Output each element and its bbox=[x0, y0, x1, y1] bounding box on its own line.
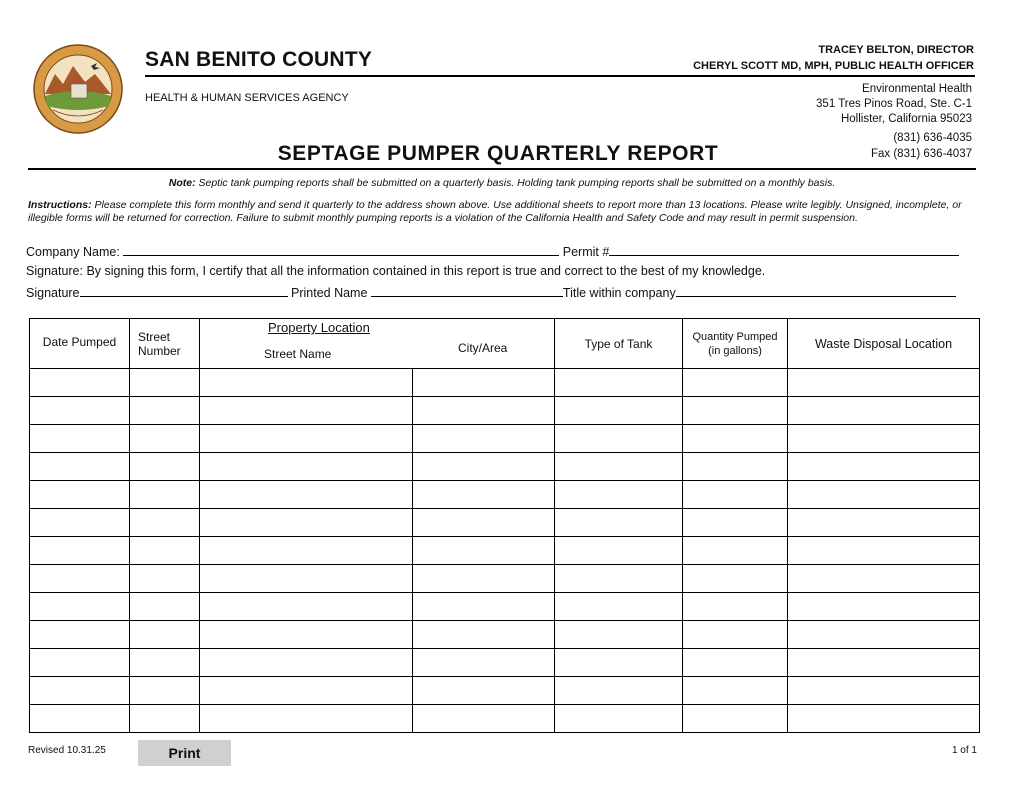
quantity-pumped-cell[interactable] bbox=[683, 397, 788, 425]
report-title: SEPTAGE PUMPER QUARTERLY REPORT bbox=[277, 142, 719, 165]
table-header-row bbox=[30, 319, 980, 369]
certification-statement: Signature: By signing this form, I certify that all the information contained in this report is true and correct to the best of my knowledge. bbox=[26, 264, 766, 278]
type-of-tank-cell[interactable] bbox=[555, 677, 683, 705]
city-area-cell[interactable] bbox=[413, 593, 555, 621]
date-pumped-cell[interactable] bbox=[30, 537, 130, 565]
street-number-cell[interactable] bbox=[130, 425, 200, 453]
date-pumped-cell[interactable] bbox=[30, 705, 130, 733]
date-pumped-header: Date Pumped bbox=[30, 319, 130, 369]
printed-name-label: Printed Name bbox=[291, 286, 368, 300]
street-name-cell[interactable] bbox=[200, 705, 413, 733]
city-area-cell[interactable] bbox=[413, 621, 555, 649]
street-number-cell[interactable] bbox=[130, 537, 200, 565]
street-number-cell[interactable] bbox=[130, 621, 200, 649]
type-of-tank-cell[interactable] bbox=[555, 705, 683, 733]
street-name-cell[interactable] bbox=[200, 369, 413, 397]
table-row bbox=[30, 509, 980, 537]
company-name-field[interactable] bbox=[123, 244, 559, 256]
department-name: Environmental Health bbox=[862, 83, 972, 95]
waste-disposal-cell[interactable] bbox=[788, 705, 980, 733]
date-pumped-cell[interactable] bbox=[30, 509, 130, 537]
street-name-cell[interactable] bbox=[200, 649, 413, 677]
street-name-cell[interactable] bbox=[200, 509, 413, 537]
quantity-pumped-cell[interactable] bbox=[683, 705, 788, 733]
instructions-text bbox=[28, 199, 978, 224]
street-name-cell[interactable] bbox=[200, 397, 413, 425]
street-number-cell[interactable] bbox=[130, 677, 200, 705]
instructions-label: Instructions: bbox=[28, 199, 92, 211]
waste-disposal-cell[interactable] bbox=[788, 593, 980, 621]
city-address: Hollister, California 95023 bbox=[840, 113, 972, 125]
city-area-cell[interactable] bbox=[413, 565, 555, 593]
type-of-tank-cell[interactable] bbox=[555, 649, 683, 677]
signature-label: Signature bbox=[26, 286, 80, 300]
street-number-cell[interactable] bbox=[130, 453, 200, 481]
table-row bbox=[30, 453, 980, 481]
street-name-cell[interactable] bbox=[200, 677, 413, 705]
county-seal-logo bbox=[33, 44, 123, 134]
signature-field[interactable] bbox=[80, 285, 288, 297]
director-block bbox=[693, 42, 974, 74]
type-of-tank-cell[interactable] bbox=[555, 453, 683, 481]
property-location-label: Property Location bbox=[268, 320, 370, 335]
type-of-tank-cell[interactable] bbox=[555, 509, 683, 537]
street-name-cell[interactable] bbox=[200, 565, 413, 593]
date-pumped-cell[interactable] bbox=[30, 397, 130, 425]
table-body bbox=[30, 369, 980, 733]
street-address: 351 Tres Pinos Road, Ste. C-1 bbox=[816, 98, 972, 110]
date-pumped-cell[interactable] bbox=[30, 369, 130, 397]
county-name: SAN BENITO COUNTY bbox=[145, 48, 373, 71]
date-pumped-cell[interactable] bbox=[30, 677, 130, 705]
revision-date: Revised 10.31.25 bbox=[28, 745, 106, 756]
table-row bbox=[30, 369, 980, 397]
city-area-cell[interactable] bbox=[413, 369, 555, 397]
quantity-pumped-cell[interactable] bbox=[683, 369, 788, 397]
header-divider bbox=[145, 75, 975, 77]
street-number-cell[interactable] bbox=[130, 593, 200, 621]
type-of-tank-header: Type of Tank bbox=[555, 319, 683, 369]
permit-label: Permit # bbox=[562, 245, 610, 259]
waste-disposal-cell[interactable] bbox=[788, 481, 980, 509]
company-name-label: Company Name: bbox=[26, 245, 120, 259]
quantity-pumped-label: Quantity Pumped bbox=[692, 330, 778, 343]
instructions-body: Please complete this form monthly and send it quarterly to the address shown above. Use additional sheets to report more than 13 locations. Please write legibly. Unsigned, incomplete, or illegible forms will be returned for correction. Failure to submit monthly pumping reports is a violation of the California Health and Safety Code and may result in permit suspension. bbox=[28, 199, 962, 224]
city-area-cell[interactable] bbox=[413, 453, 555, 481]
date-pumped-cell[interactable] bbox=[30, 453, 130, 481]
type-of-tank-cell[interactable] bbox=[555, 593, 683, 621]
waste-disposal-cell[interactable] bbox=[788, 621, 980, 649]
quantity-pumped-cell[interactable] bbox=[683, 537, 788, 565]
table-row bbox=[30, 621, 980, 649]
type-of-tank-cell[interactable] bbox=[555, 397, 683, 425]
table-row bbox=[30, 481, 980, 509]
table-row bbox=[30, 593, 980, 621]
health-officer: CHERYL SCOTT MD, MPH, PUBLIC HEALTH OFFICER bbox=[693, 60, 974, 72]
waste-disposal-cell[interactable] bbox=[788, 565, 980, 593]
title-within-company-label: Title within company bbox=[562, 286, 676, 300]
waste-disposal-cell[interactable] bbox=[788, 677, 980, 705]
street-number-cell[interactable] bbox=[130, 397, 200, 425]
quantity-pumped-cell[interactable] bbox=[683, 565, 788, 593]
city-area-cell[interactable] bbox=[413, 677, 555, 705]
quantity-pumped-cell[interactable] bbox=[683, 509, 788, 537]
street-name-header: Street Name bbox=[264, 347, 332, 361]
note-label: Note: bbox=[168, 177, 196, 189]
city-area-header: City/Area bbox=[458, 341, 508, 355]
street-name-cell[interactable] bbox=[200, 537, 413, 565]
table-row bbox=[30, 705, 980, 733]
street-number-cell[interactable] bbox=[130, 369, 200, 397]
street-name-cell[interactable] bbox=[200, 481, 413, 509]
street-name-cell[interactable] bbox=[200, 593, 413, 621]
date-pumped-cell[interactable] bbox=[30, 565, 130, 593]
street-name-cell[interactable] bbox=[200, 425, 413, 453]
date-pumped-cell[interactable] bbox=[30, 481, 130, 509]
type-of-tank-cell[interactable] bbox=[555, 537, 683, 565]
quantity-pumped-cell[interactable] bbox=[683, 425, 788, 453]
waste-disposal-cell[interactable] bbox=[788, 425, 980, 453]
title-field[interactable] bbox=[676, 285, 956, 297]
street-number-cell[interactable] bbox=[130, 565, 200, 593]
waste-disposal-cell[interactable] bbox=[788, 369, 980, 397]
table-row bbox=[30, 537, 980, 565]
permit-number-field[interactable] bbox=[609, 244, 959, 256]
fax-number: Fax (831) 636-4037 bbox=[870, 148, 972, 160]
type-of-tank-cell[interactable] bbox=[555, 621, 683, 649]
quantity-pumped-cell[interactable] bbox=[683, 453, 788, 481]
table-row bbox=[30, 565, 980, 593]
type-of-tank-cell[interactable] bbox=[555, 481, 683, 509]
city-area-cell[interactable] bbox=[413, 509, 555, 537]
city-area-cell[interactable] bbox=[413, 397, 555, 425]
print-button[interactable]: Print bbox=[138, 740, 231, 766]
quantity-pumped-cell[interactable] bbox=[683, 649, 788, 677]
street-name-cell[interactable] bbox=[200, 621, 413, 649]
quantity-units-label: (in gallons) bbox=[708, 344, 762, 357]
quantity-pumped-cell[interactable] bbox=[683, 593, 788, 621]
waste-disposal-cell[interactable] bbox=[788, 453, 980, 481]
date-pumped-cell[interactable] bbox=[30, 621, 130, 649]
waste-disposal-cell[interactable] bbox=[788, 397, 980, 425]
waste-disposal-cell[interactable] bbox=[788, 649, 980, 677]
city-area-cell[interactable] bbox=[413, 481, 555, 509]
street-number-cell[interactable] bbox=[130, 649, 200, 677]
city-area-cell[interactable] bbox=[413, 649, 555, 677]
street-number-cell[interactable] bbox=[130, 509, 200, 537]
table-row bbox=[30, 677, 980, 705]
street-number-header bbox=[130, 319, 200, 369]
note-body: Septic tank pumping reports shall be submitted on a quarterly basis. Holding tank pumping reports shall be submitted on a monthly basis. bbox=[198, 177, 836, 189]
date-pumped-cell[interactable] bbox=[30, 649, 130, 677]
date-pumped-cell[interactable] bbox=[30, 425, 130, 453]
street-number-cell[interactable] bbox=[130, 705, 200, 733]
type-of-tank-cell[interactable] bbox=[555, 565, 683, 593]
printed-name-field[interactable] bbox=[371, 285, 563, 297]
waste-disposal-cell[interactable] bbox=[788, 537, 980, 565]
table-row bbox=[30, 397, 980, 425]
quantity-pumped-cell[interactable] bbox=[683, 621, 788, 649]
street-number-header-label: Street Number bbox=[138, 329, 181, 358]
note-text bbox=[28, 177, 976, 189]
city-area-cell[interactable] bbox=[413, 425, 555, 453]
waste-disposal-header: Waste Disposal Location bbox=[788, 319, 980, 369]
agency-name: HEALTH & HUMAN SERVICES AGENCY bbox=[145, 92, 349, 104]
date-pumped-cell[interactable] bbox=[30, 593, 130, 621]
phone-number: (831) 636-4035 bbox=[893, 132, 972, 144]
city-area-cell[interactable] bbox=[413, 705, 555, 733]
director-name: TRACEY BELTON, DIRECTOR bbox=[818, 44, 974, 56]
title-divider bbox=[28, 168, 976, 170]
pumping-log-table bbox=[29, 318, 980, 733]
city-area-cell[interactable] bbox=[413, 537, 555, 565]
street-number-cell[interactable] bbox=[130, 481, 200, 509]
quantity-pumped-cell[interactable] bbox=[683, 677, 788, 705]
address-block bbox=[816, 82, 972, 127]
quantity-pumped-cell[interactable] bbox=[683, 481, 788, 509]
waste-disposal-cell[interactable] bbox=[788, 509, 980, 537]
quantity-pumped-header bbox=[683, 319, 788, 369]
street-name-cell[interactable] bbox=[200, 453, 413, 481]
table-row bbox=[30, 649, 980, 677]
signature-line bbox=[26, 285, 956, 300]
page-number: 1 of 1 bbox=[951, 745, 977, 756]
property-location-header bbox=[200, 319, 555, 369]
type-of-tank-cell[interactable] bbox=[555, 425, 683, 453]
table-row bbox=[30, 425, 980, 453]
company-line bbox=[26, 244, 959, 259]
type-of-tank-cell[interactable] bbox=[555, 369, 683, 397]
